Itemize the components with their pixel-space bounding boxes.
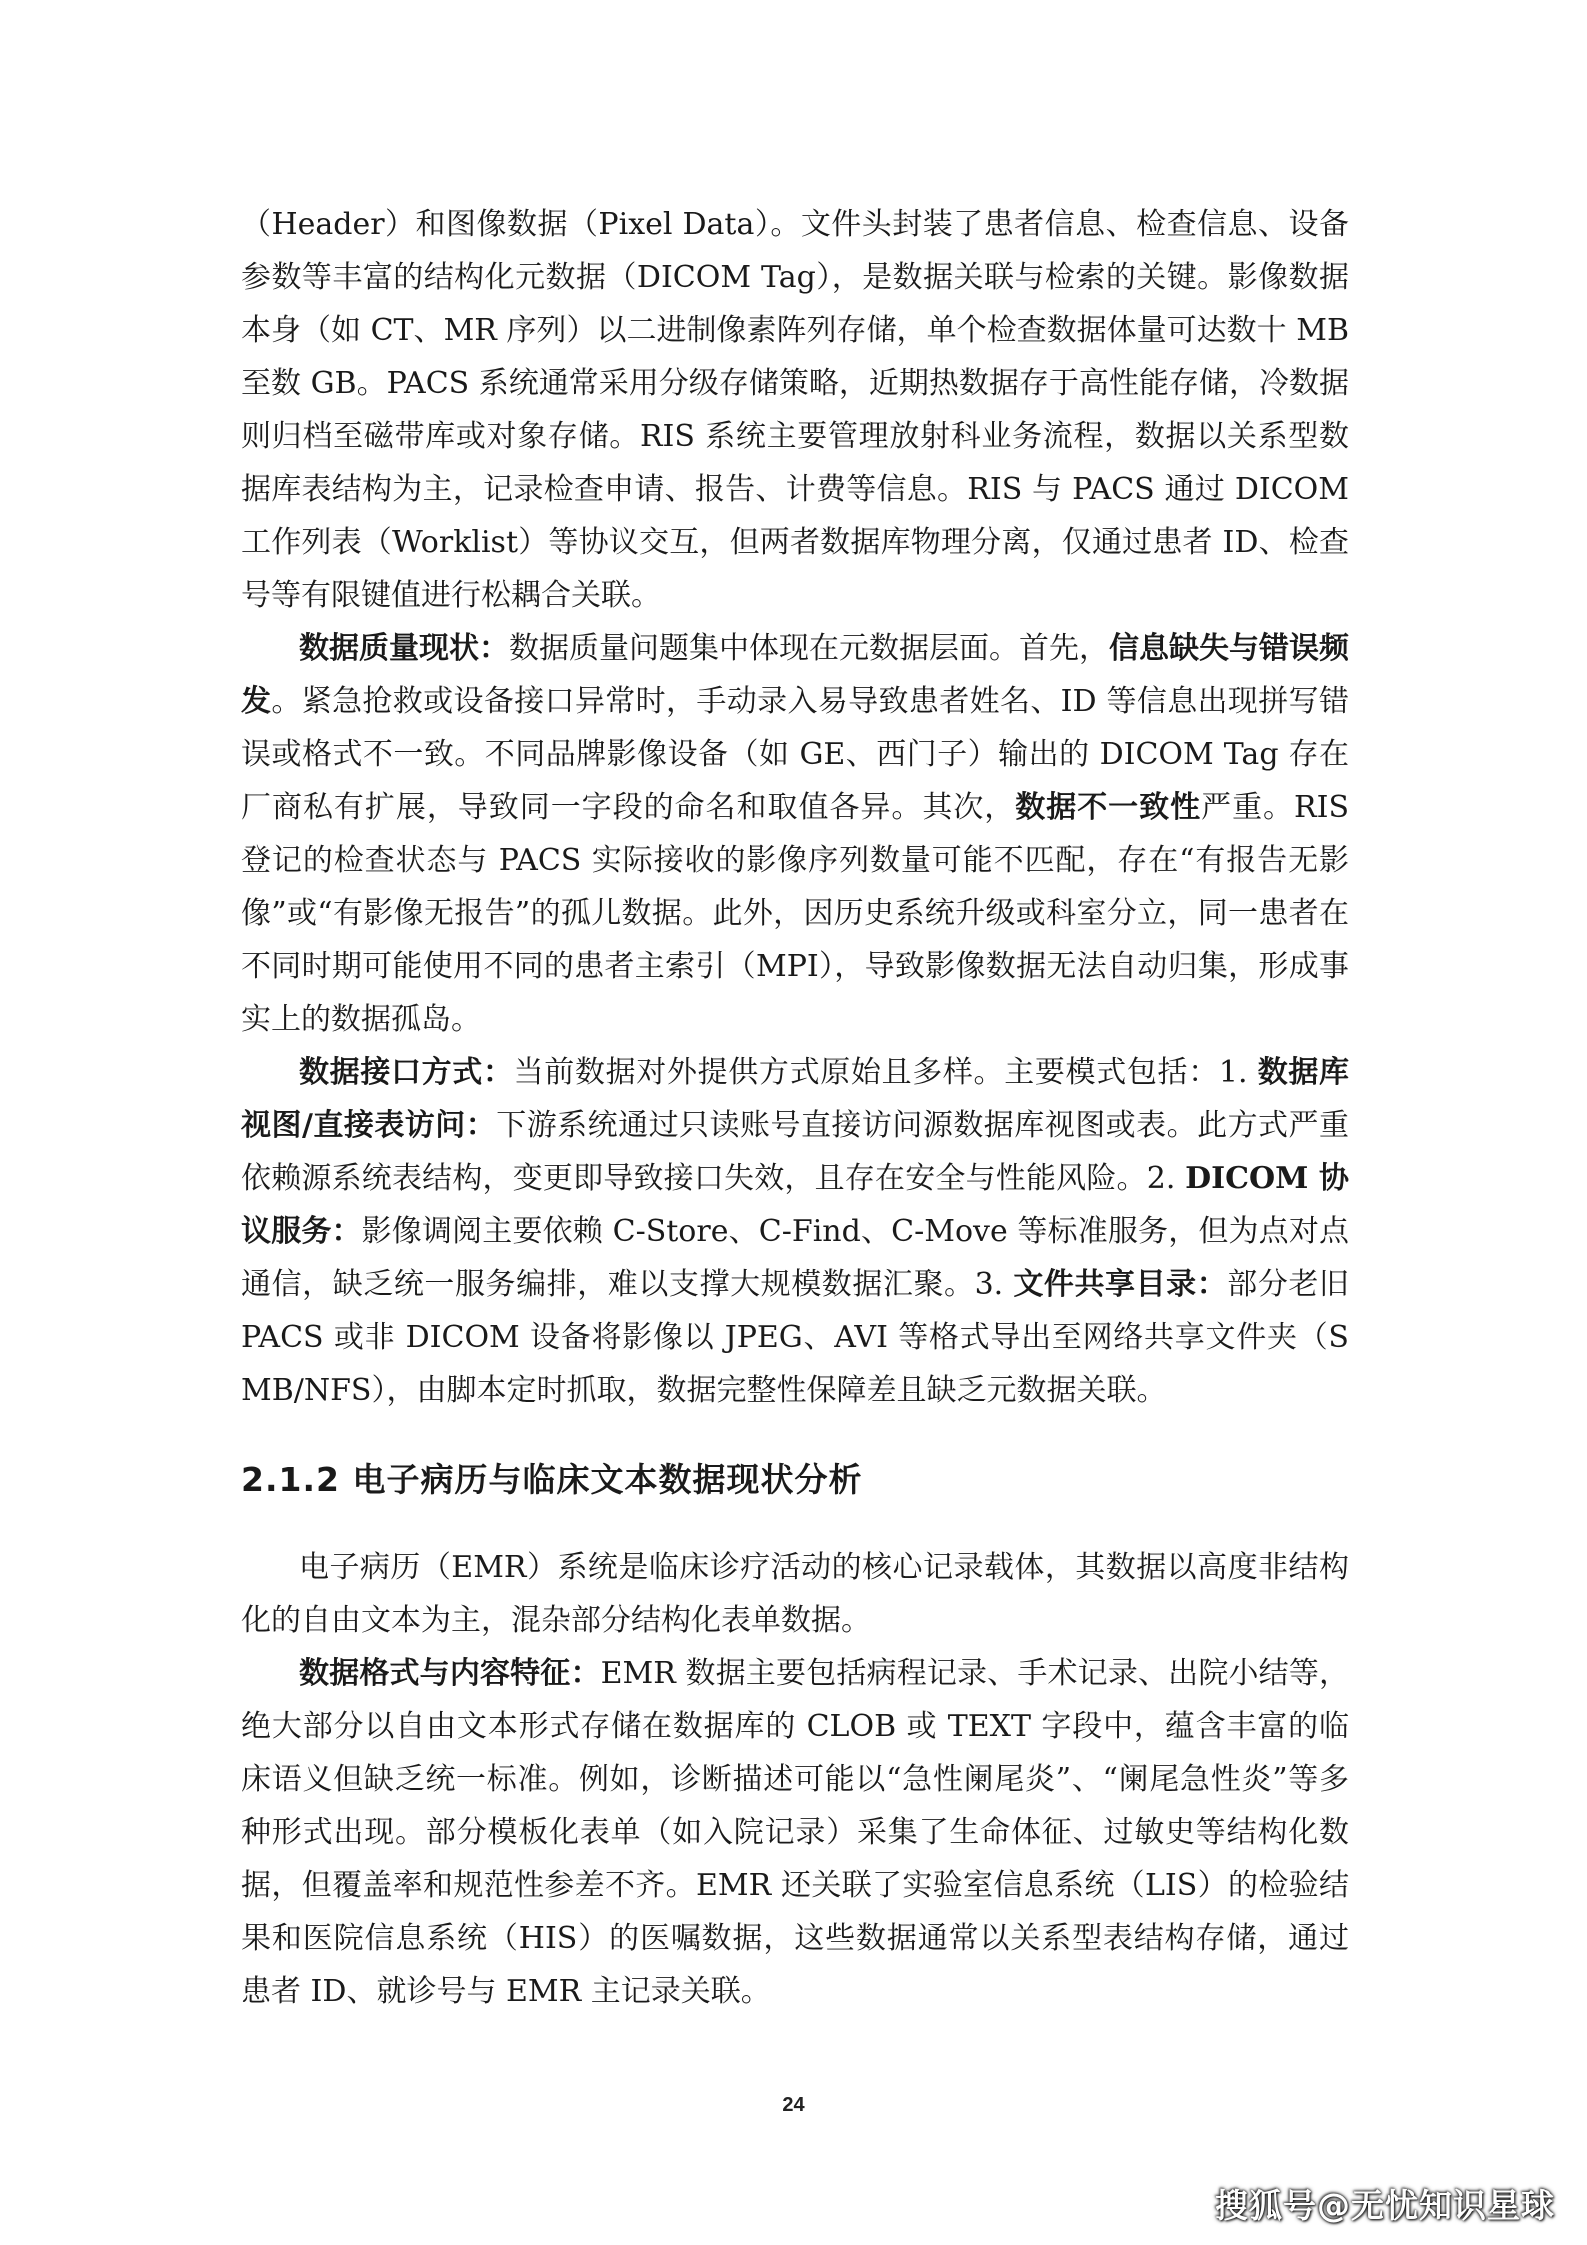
emphasis-text: 文件共享目录： <box>1013 1267 1228 1302</box>
emphasis-text: 数据库视图/直接表访问： <box>241 1055 1350 1143</box>
emphasis-text: 信息缺失与错误频发 <box>241 631 1349 719</box>
text-segment: 下游系统通过只读账号直接访问源数据库视图或表。此方式严重依赖源系统表结构，变更即导致接口失效，且存在安全与性能风险。2. <box>241 1108 1349 1196</box>
text-segment: 影像调阅主要依赖 C-Store、C-Find、C-Move 等标准服务，但为点对点通信，缺乏统一服务编排，难以支撑大规模数据汇聚。3. <box>241 1214 1349 1302</box>
text-segment: 电子病历（EMR）系统是临床诊疗活动的核心记录载体，其数据以高度非结构化的自由文本为主，混杂部分结构化表单数据。 <box>241 1550 1349 1638</box>
page-content <box>241 198 1349 2018</box>
paragraph-emr-intro <box>241 1541 1349 1647</box>
text-segment: （Header）和图像数据（Pixel Data）。文件头封装了患者信息、检查信息、设备参数等丰富的结构化元数据（DICOM Tag），是数据关联与检索的关键。影像数据本身（如 CT、MR 序列）以二进制像素阵列存储，单个检查数据体量可达数十 MB 至数 GB。PACS 系统通常采用分级存储策略，近期热数据存于高性能存储，冷数据则归档至磁带库或对象存储。RIS 系统主要管理放射科业务流程，数据以关系型数据库表结构为主，记录检查申请、报告、计费等信息。RIS 与 PACS 通过 DICOM 工作列表（Worklist）等协议交互，但两者数据库物理分离，仅通过患者 ID、检查号等有限键值进行松耦合关联。 <box>241 207 1349 613</box>
text-segment: 当前数据对外提供方式原始且多样。主要模式包括：1. <box>513 1055 1258 1090</box>
section-heading: 2.1.2 电子病历与临床文本数据现状分析 <box>241 1460 863 1499</box>
emphasis-text: 数据不一致性 <box>1015 790 1202 825</box>
paragraph-lead-label: 数据质量现状： <box>299 631 509 666</box>
text-segment: 严重。RIS 登记的检查状态与 PACS 实际接收的影像序列数量可能不匹配，存在“有报告无影像”或“有影像无报告”的孤儿数据。此外，因历史系统升级或科室分立，同一患者在不同时期可能使用不同的患者主索引（MPI），导致影像数据无法自动归集，形成事实上的数据孤岛。 <box>241 790 1349 1037</box>
emphasis-text: DICOM 协议服务： <box>241 1161 1349 1249</box>
page-number: 24 <box>782 2094 805 2116</box>
paragraph-emr-format <box>241 1647 1349 2018</box>
paragraph-data-quality <box>241 622 1349 1046</box>
paragraph-dicom-storage <box>241 198 1349 622</box>
text-segment: EMR 数据主要包括病程记录、手术记录、出院小结等，绝大部分以自由文本形式存储在数据库的 CLOB 或 TEXT 字段中，蕴含丰富的临床语义但缺乏统一标准。例如，诊断描述可能以“急性阑尾炎”、“阑尾急性炎”等多种形式出现。部分模板化表单（如入院记录）采集了生命体征、过敏史等结构化数据，但覆盖率和规范性参差不齐。EMR 还关联了实验室信息系统（LIS）的检验结果和医院信息系统（HIS）的医嘱数据，这些数据通常以关系型表结构存储，通过患者 ID、就诊号与 EMR 主记录关联。 <box>241 1656 1349 2009</box>
paragraph-lead-label: 数据格式与内容特征： <box>299 1656 601 1691</box>
paragraph-data-interface <box>241 1046 1349 1417</box>
watermark: 搜狐号@无忧知识星球 <box>1215 2186 1555 2225</box>
text-segment: 。紧急抢救或设备接口异常时，手动录入易导致患者姓名、ID 等信息出现拼写错误或格式不一致。不同品牌影像设备（如 GE、西门子）输出的 DICOM Tag 存在厂商私有扩展，导致同一字段的命名和取值各异。其次， <box>241 684 1349 825</box>
paragraph-lead-label: 数据接口方式： <box>299 1055 514 1090</box>
text-segment: 部分老旧 PACS 或非 DICOM 设备将影像以 JPEG、AVI 等格式导出至网络共享文件夹（SMB/NFS），由脚本定时抓取，数据完整性保障差且缺乏元数据关联。 <box>241 1267 1349 1408</box>
text-segment: 数据质量问题集中体现在元数据层面。首先， <box>509 631 1109 666</box>
